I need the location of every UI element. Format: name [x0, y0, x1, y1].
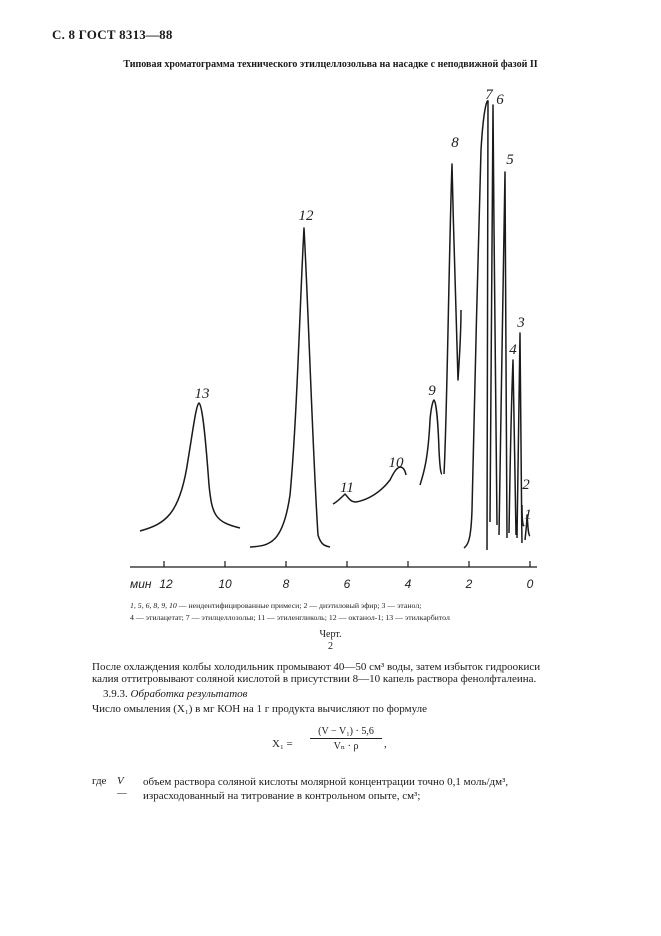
peak-label-2: 2 [522, 477, 530, 493]
paragraph-1-line-2: калия оттитровывают соляной кислотой в присутствии 8—10 капель раствора фенолфталеина. [92, 673, 537, 685]
trace-peak-5 [499, 172, 507, 538]
formula-denominator: Vₙ · ρ [333, 741, 359, 752]
trace-peak-8 [444, 164, 461, 474]
x-tick-label-4: 4 [404, 577, 412, 591]
where-definition: объем раствора соляной кислоты молярной концентрации точно 0,1 моль/дм³, израсходованный на титрование в контрольном опыте, см³; [143, 776, 509, 802]
x-tick-label-8: 8 [282, 577, 290, 591]
legend-nums: 1, 5, 6, 8, 9, 10 [130, 601, 177, 610]
peak-label-1: 1 [524, 507, 532, 523]
peak-label-13: 13 [194, 386, 210, 402]
peak-label-8: 8 [451, 135, 459, 151]
chart-caption-number: 2 [328, 641, 333, 652]
trace-peak-7 [464, 101, 488, 550]
trace-peak-13 [140, 403, 240, 531]
paragraph-2: Число омыления (X₁) в мг КОН на 1 г продукта вычисляют по формуле [92, 703, 427, 715]
chromatogram-traces [140, 101, 530, 550]
peak-label-9: 9 [428, 383, 436, 399]
peak-label-12: 12 [298, 208, 314, 224]
peak-label-11: 11 [340, 480, 354, 496]
x-tick-label-6: 6 [343, 577, 351, 591]
x-tick-label-12: 12 [159, 577, 173, 591]
formula-lhs: X₁ = [272, 738, 293, 750]
where-word: где [92, 775, 107, 787]
formula-numerator: (V − V₁) · 5,6 [310, 726, 382, 739]
formula-fraction [310, 726, 382, 752]
peak-label-4: 4 [509, 342, 517, 358]
peak-label-10: 10 [388, 455, 404, 471]
section-title: Обработка результатов [130, 688, 248, 700]
where-variable: V — [117, 775, 127, 799]
paragraph-1-line-1: После охлаждения колбы холодильник промывают 40—50 см³ воды, затем избыток гидроокиси [92, 661, 541, 673]
peak-label-5: 5 [506, 152, 514, 168]
legend-line1: — неидентифицированные примеси; 2 — диэтиловый эфир; 3 — этанол; [178, 601, 422, 610]
peak-label-3: 3 [517, 315, 525, 331]
legend-line2: 4 — этилацетат; 7 — этилцеллозольв; 11 — этиленгликоль; 12 — октанол-1; 13 — этилкарбитол [130, 613, 450, 622]
formula [272, 726, 422, 766]
chart-caption-word: Черт. [319, 629, 342, 640]
peak-label-7: 7 [485, 87, 493, 103]
formula-comma: , [384, 738, 387, 750]
chart-caption [0, 629, 661, 653]
x-tick-label-10: 10 [218, 577, 232, 591]
x-axis-ticks [130, 561, 534, 591]
trace-peak-12 [250, 228, 330, 547]
where-label [92, 775, 127, 799]
figure-title: Типовая хроматограмма технического этилцеллозольва на насадке с неподвижной фазой II [123, 59, 538, 70]
x-tick-label-0: 0 [526, 577, 534, 591]
section-number: 3.9.3. [103, 688, 128, 700]
trace-peak-6 [490, 105, 497, 525]
trace-peak-3 [517, 333, 522, 543]
peak-label-6: 6 [496, 92, 504, 108]
x-axis-unit-label: мин [130, 577, 152, 591]
trace-peak-4 [509, 360, 516, 535]
section-heading [103, 688, 247, 700]
trace-peak-9 [420, 400, 442, 485]
chart-legend [130, 600, 550, 624]
x-tick-label-2: 2 [465, 577, 473, 591]
page-header: С. 8 ГОСТ 8313—88 [52, 27, 173, 42]
